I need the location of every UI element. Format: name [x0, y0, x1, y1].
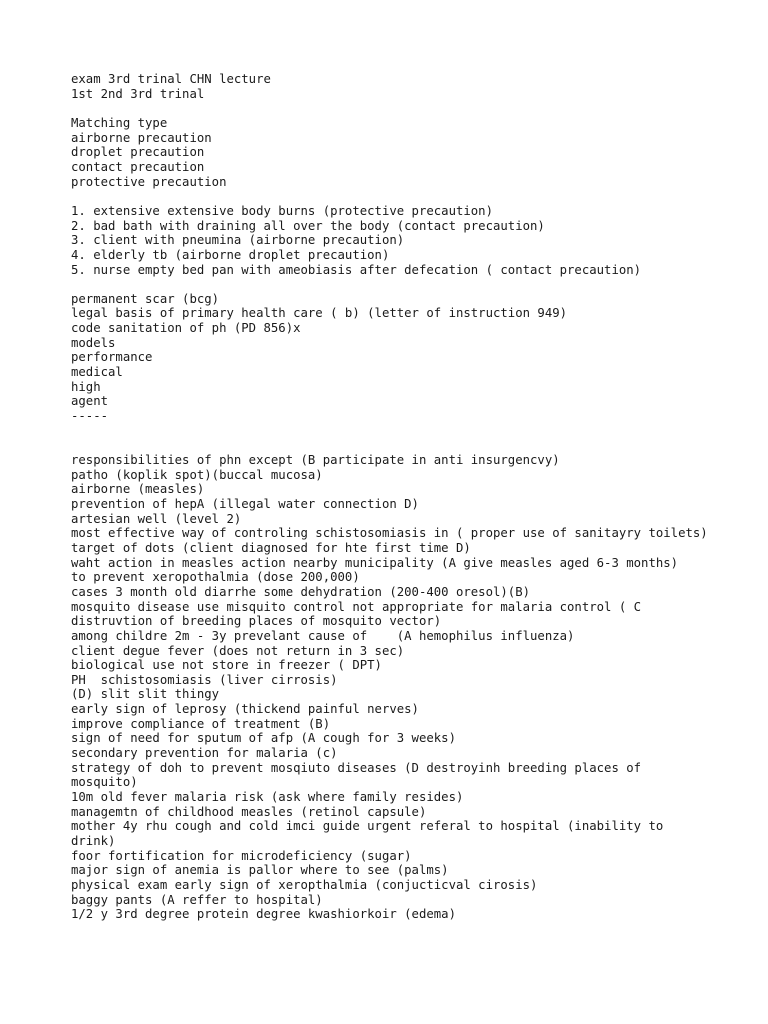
- note-line: medical: [71, 365, 123, 380]
- matching-item: 5. nurse empty bed pan with ameobiasis after defecation ( contact precaution): [71, 262, 642, 277]
- question-line: cases 3 month old diarrhe some dehydration (200-400 oresol)(B): [71, 584, 531, 599]
- question-line: strategy of doh to prevent mosqiuto diseases (D destroyinh breeding places of mosquito): [71, 760, 649, 790]
- question-line: artesian well (level 2): [71, 511, 242, 526]
- question-line: to prevent xeropothalmia (dose 200,000): [71, 570, 360, 585]
- document-subtitle: 1st 2nd 3rd trinal: [71, 86, 205, 101]
- matching-option: droplet precaution: [71, 145, 205, 160]
- matching-item: 3. client with pneumina (airborne precaution): [71, 233, 405, 248]
- note-line: permanent scar (bcg): [71, 291, 220, 306]
- spacer: [71, 438, 711, 453]
- matching-option: protective precaution: [71, 174, 227, 189]
- question-line: 10m old fever malaria risk (ask where family resides): [71, 790, 464, 805]
- question-line: 1/2 y 3rd degree protein degree kwashiorkoir (edema): [71, 907, 456, 922]
- matching-item: 4. elderly tb (airborne droplet precaution): [71, 247, 390, 262]
- question-line: most effective way of controling schistosomiasis in ( proper use of sanitayry toilets): [71, 526, 708, 541]
- note-line: legal basis of primary health care ( b) (letter of instruction 949): [71, 306, 568, 321]
- question-line: waht action in measles action nearby municipality (A give measles aged 6-3 months): [71, 555, 679, 570]
- note-line: code sanitation of ph (PD 856)x: [71, 321, 301, 336]
- question-line: responsibilities of phn except (B participate in anti insurgencvy): [71, 452, 560, 467]
- matching-item: 1. extensive extensive body burns (protective precaution): [71, 203, 493, 218]
- question-line: major sign of anemia is pallor where to see (palms): [71, 863, 449, 878]
- question-line: foor fortification for microdeficiency (sugar): [71, 848, 412, 863]
- note-line: high: [71, 379, 101, 394]
- question-line: sign of need for sputum of afp (A cough for 3 weeks): [71, 731, 456, 746]
- document-body: [71, 72, 711, 922]
- matching-option: airborne precaution: [71, 130, 212, 145]
- question-line: improve compliance of treatment (B): [71, 716, 331, 731]
- spacer: [71, 277, 711, 292]
- question-line: target of dots (client diagnosed for hte first time D): [71, 540, 471, 555]
- question-line: (D) slit slit thingy: [71, 687, 220, 702]
- question-line: baggy pants (A reffer to hospital): [71, 892, 323, 907]
- question-line: managemtn of childhood measles (retinol capsule): [71, 804, 427, 819]
- spacer: [71, 424, 711, 439]
- question-line: airborne (measles): [71, 482, 205, 497]
- matching-items: [71, 204, 711, 277]
- matching-options: [71, 131, 711, 190]
- question-line: client degue fever (does not return in 3 sec): [71, 643, 405, 658]
- matching-heading: Matching type: [71, 115, 168, 130]
- note-line: performance: [71, 350, 153, 365]
- question-line: physical exam early sign of xeropthalmia (conjucticval cirosis): [71, 878, 538, 893]
- matching-option: contact precaution: [71, 159, 205, 174]
- matching-item: 2. bad bath with draining all over the body (contact precaution): [71, 218, 545, 233]
- question-line: among childre 2m - 3y prevelant cause of (A hemophilus influenza): [71, 628, 575, 643]
- note-line: agent: [71, 394, 109, 409]
- question-line: patho (koplik spot)(buccal mucosa): [71, 467, 323, 482]
- question-line: early sign of leprosy (thickend painful nerves): [71, 702, 419, 717]
- questions-list: [71, 453, 711, 922]
- spacer: [71, 189, 711, 204]
- separator-dashes: -----: [71, 409, 109, 424]
- question-line: PH schistosomiasis (liver cirrosis): [71, 672, 338, 687]
- note-line: models: [71, 335, 116, 350]
- document-title: exam 3rd trinal CHN lecture: [71, 72, 271, 86]
- question-line: prevention of hepA (illegal water connection D): [71, 496, 419, 511]
- question-line: secondary prevention for malaria (c): [71, 746, 338, 761]
- notes-list: [71, 292, 711, 424]
- spacer: [71, 101, 711, 116]
- question-line: biological use not store in freezer ( DPT): [71, 658, 382, 673]
- question-line: mother 4y rhu cough and cold imci guide urgent referal to hospital (inability to drink): [71, 819, 671, 849]
- question-line: mosquito disease use misquito control not appropriate for malaria control ( C distruvtion of breeding places of mosquito vector): [71, 599, 649, 629]
